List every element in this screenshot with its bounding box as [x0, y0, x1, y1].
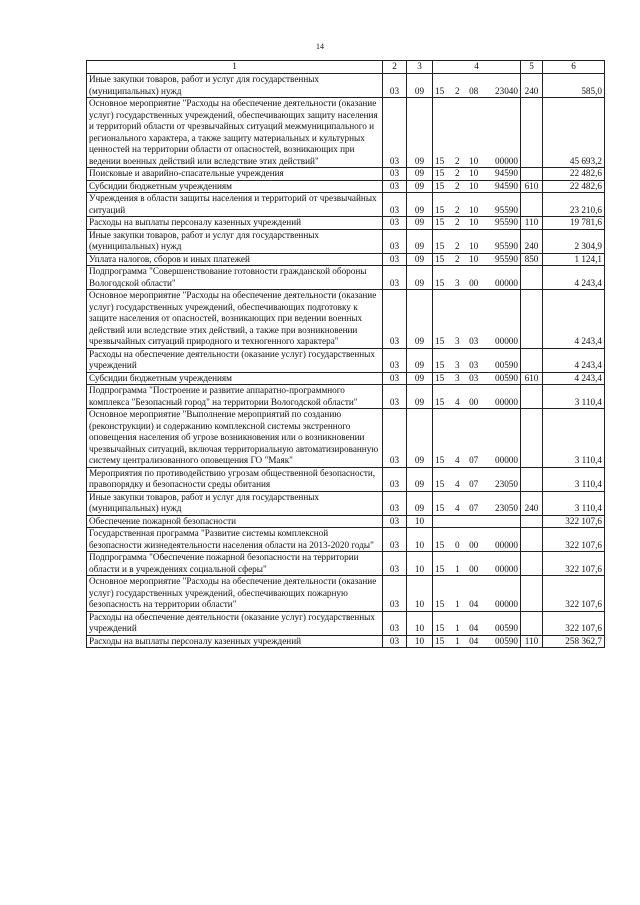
target-code-part: 3	[455, 360, 460, 370]
expense-name: Поисковые и аварийно-спасательные учреждения	[87, 168, 383, 181]
amount: 3 110,4	[543, 385, 605, 409]
subsection-code: 09	[407, 217, 433, 230]
subsection-code: 09	[407, 385, 433, 409]
expense-type-code	[521, 611, 543, 635]
subsection-code: 09	[407, 491, 433, 515]
target-code-part: 15	[435, 599, 445, 609]
expense-name: Иные закупки товаров, работ и услуг для государственных (муниципальных) нужд	[87, 74, 383, 98]
expense-type-code: 110	[521, 635, 543, 648]
target-article-code	[433, 552, 521, 576]
target-code-part: 00000	[495, 563, 518, 574]
target-code-part: 00590	[495, 372, 518, 383]
page-number: 14	[316, 42, 324, 51]
expense-type-code: 110	[521, 217, 543, 230]
amount: 585,0	[543, 74, 605, 98]
target-article-code	[433, 372, 521, 385]
subsection-code: 09	[407, 467, 433, 491]
header-cell-5: 5	[521, 61, 543, 74]
expense-name: Основное мероприятие "Выполнение мероприятий по созданию (реконструкции) и содержанию комплексной системы экстренного оповещения населения об угрозе возникновения или о возникновении чрезвычайных ситуаций, включая территориальную автоматизированную систему централизованного оповещения ГО "Маяк"	[87, 409, 383, 468]
target-code-part: 00	[469, 277, 479, 288]
table-row	[87, 98, 605, 168]
target-code-part: 00590	[495, 623, 518, 633]
table-row	[87, 635, 605, 648]
header-cell-2: 2	[383, 61, 407, 74]
expense-type-code	[521, 348, 543, 372]
target-code-part: 23050	[495, 503, 518, 513]
section-code: 03	[383, 409, 407, 468]
target-code-part: 23040	[495, 85, 518, 96]
expense-name: Мероприятия по противодействию угрозам общественной безопасности, правопорядку и безопасности среды обитания	[87, 467, 383, 491]
amount: 322 107,6	[543, 552, 605, 576]
expense-type-code: 610	[521, 372, 543, 385]
target-code-part: 00000	[495, 539, 518, 550]
target-code-part: 3	[455, 277, 460, 288]
target-code-part: 2	[455, 217, 460, 227]
target-code-part: 15	[435, 336, 445, 346]
expense-name: Расходы на обеспечение деятельности (оказание услуг) государственных учреждений	[87, 348, 383, 372]
table-row	[87, 491, 605, 515]
section-code: 03	[383, 180, 407, 193]
expense-type-code	[521, 528, 543, 552]
target-code-part: 2	[455, 204, 460, 215]
section-code: 03	[383, 491, 407, 515]
amount: 3 110,4	[543, 491, 605, 515]
section-code: 03	[383, 348, 407, 372]
target-code-part: 07	[469, 455, 479, 465]
target-article-code	[433, 290, 521, 349]
section-code: 03	[383, 515, 407, 528]
target-code-part: 2	[455, 155, 460, 166]
header-cell-4: 4	[433, 61, 521, 74]
target-code-part: 15	[435, 85, 445, 96]
subsection-code: 09	[407, 74, 433, 98]
expense-name: Подпрограмма "Построение и развитие аппаратно-программного комплекса "Безопасный город" на территории Вологодской области"	[87, 385, 383, 409]
target-code-part: 95590	[495, 241, 518, 251]
section-code: 03	[383, 372, 407, 385]
target-code-part: 95590	[495, 253, 518, 264]
section-code: 03	[383, 576, 407, 612]
amount: 22 482,6	[543, 168, 605, 181]
table-row	[87, 528, 605, 552]
target-code-part: 2	[455, 85, 460, 96]
target-code-part: 00000	[495, 455, 518, 465]
expense-name: Субсидии бюджетным учреждениям	[87, 372, 383, 385]
amount: 258 362,7	[543, 635, 605, 648]
section-code: 03	[383, 253, 407, 266]
expense-name: Субсидии бюджетным учреждениям	[87, 180, 383, 193]
target-code-part: 04	[469, 599, 479, 609]
target-article-code	[433, 528, 521, 552]
expense-type-code	[521, 290, 543, 349]
target-code-part: 0	[455, 539, 460, 550]
target-code-part: 15	[435, 539, 445, 550]
target-article-code	[433, 515, 521, 528]
section-code: 03	[383, 635, 407, 648]
target-code-part: 00000	[495, 396, 518, 407]
target-code-part: 15	[435, 372, 445, 383]
expense-name: Уплата налогов, сборов и иных платежей	[87, 253, 383, 266]
target-code-part: 10	[469, 155, 479, 166]
expense-name: Расходы на выплаты персоналу казенных учреждений	[87, 217, 383, 230]
target-code-part: 1	[455, 599, 460, 609]
target-code-part: 15	[435, 563, 445, 574]
target-code-part: 07	[469, 503, 479, 513]
target-article-code	[433, 74, 521, 98]
table-row	[87, 409, 605, 468]
amount: 4 243,4	[543, 290, 605, 349]
subsection-code: 09	[407, 409, 433, 468]
table-row	[87, 348, 605, 372]
subsection-code: 09	[407, 266, 433, 290]
subsection-code: 09	[407, 98, 433, 168]
expense-type-code	[521, 98, 543, 168]
target-article-code	[433, 491, 521, 515]
target-code-part: 94590	[495, 180, 518, 191]
table-row	[87, 552, 605, 576]
expense-name: Подпрограмма "Совершенствование готовности гражданской обороны Вологодской области"	[87, 266, 383, 290]
target-code-part: 4	[455, 503, 460, 513]
target-code-part: 04	[469, 635, 479, 646]
subsection-code: 09	[407, 193, 433, 217]
table-row	[87, 217, 605, 230]
target-code-part: 15	[435, 253, 445, 264]
expense-type-code: 240	[521, 74, 543, 98]
table-row	[87, 193, 605, 217]
target-code-part: 15	[435, 204, 445, 215]
expense-type-code	[521, 409, 543, 468]
target-code-part: 00590	[495, 360, 518, 370]
subsection-code: 10	[407, 528, 433, 552]
target-article-code	[433, 576, 521, 612]
section-code: 03	[383, 229, 407, 253]
target-code-part: 10	[469, 180, 479, 191]
target-article-code	[433, 229, 521, 253]
target-code-part: 1	[455, 623, 460, 633]
amount: 1 124,1	[543, 253, 605, 266]
expense-name: Государственная программа "Развитие системы комплексной безопасности жизнедеятельности населения области на 2013-2020 годы"	[87, 528, 383, 552]
expense-name: Основное мероприятие "Расходы на обеспечение деятельности (оказание услуг) государственных учреждений, обеспечивающих подготовку к защите населения от опасностей, возникающих при ведении военных действий или вследствие этих действий, а также при возникновении чрезвычайных ситуаций природного и техногенного характера"	[87, 290, 383, 349]
target-code-part: 3	[455, 336, 460, 346]
amount: 23 210,6	[543, 193, 605, 217]
target-code-part: 15	[435, 623, 445, 633]
table-row	[87, 74, 605, 98]
subsection-code: 09	[407, 180, 433, 193]
target-code-part: 2	[455, 168, 460, 178]
table-row	[87, 515, 605, 528]
expense-type-code	[521, 385, 543, 409]
target-article-code	[433, 385, 521, 409]
target-code-part: 4	[455, 455, 460, 465]
target-article-code	[433, 180, 521, 193]
target-code-part: 15	[435, 503, 445, 513]
table-row	[87, 372, 605, 385]
target-code-part: 15	[435, 635, 445, 646]
target-code-part: 4	[455, 396, 460, 407]
expense-type-code	[521, 467, 543, 491]
expense-name: Расходы на выплаты персоналу казенных учреждений	[87, 635, 383, 648]
expense-type-code: 240	[521, 229, 543, 253]
target-code-part: 2	[455, 180, 460, 191]
target-code-part: 15	[435, 155, 445, 166]
target-code-part: 10	[469, 241, 479, 251]
target-article-code	[433, 266, 521, 290]
section-code: 03	[383, 385, 407, 409]
expense-type-code: 610	[521, 180, 543, 193]
target-article-code	[433, 635, 521, 648]
subsection-code: 10	[407, 576, 433, 612]
target-code-part: 00000	[495, 336, 518, 346]
target-article-code	[433, 467, 521, 491]
amount: 322 107,6	[543, 576, 605, 612]
target-code-part: 00	[469, 396, 479, 407]
section-code: 03	[383, 290, 407, 349]
amount: 322 107,6	[543, 611, 605, 635]
expense-name: Основное мероприятие "Расходы на обеспечение деятельности (оказание услуг) государственных учреждений, обеспечивающих пожарную безопасность на территории области"	[87, 576, 383, 612]
expense-name: Учреждения в области защиты населения и территорий от чрезвычайных ситуаций	[87, 193, 383, 217]
section-code: 03	[383, 217, 407, 230]
expense-type-code	[521, 266, 543, 290]
expense-type-code	[521, 552, 543, 576]
subsection-code: 09	[407, 348, 433, 372]
target-code-part: 04	[469, 623, 479, 633]
amount: 322 107,6	[543, 515, 605, 528]
target-article-code	[433, 253, 521, 266]
expense-name: Иные закупки товаров, работ и услуг для государственных (муниципальных) нужд	[87, 491, 383, 515]
target-code-part: 15	[435, 455, 445, 465]
table-row	[87, 385, 605, 409]
target-code-part: 10	[469, 204, 479, 215]
target-code-part: 00000	[495, 277, 518, 288]
target-code-part: 95590	[495, 204, 518, 215]
amount: 4 243,4	[543, 348, 605, 372]
target-article-code	[433, 193, 521, 217]
target-code-part: 03	[469, 336, 479, 346]
amount: 45 693,2	[543, 98, 605, 168]
expense-name: Обеспечение пожарной безопасности	[87, 515, 383, 528]
target-code-part: 10	[469, 168, 479, 178]
target-code-part: 15	[435, 168, 445, 178]
expense-name: Основное мероприятие "Расходы на обеспечение деятельности (оказание услуг) государственных учреждений, обеспечивающих защиту населения и территорий области от чрезвычайных ситуаций межмуниципального и регионального характера, а также защиту материальных и культурных ценностей на территории области от опасностей, возникающих при ведении военных действий или вследствие этих действий"	[87, 98, 383, 168]
section-code: 03	[383, 98, 407, 168]
target-code-part: 00000	[495, 599, 518, 609]
subsection-code: 09	[407, 372, 433, 385]
expense-name: Подпрограмма "Обеспечение пожарной безопасности на территории области и в учреждениях социальной сферы"	[87, 552, 383, 576]
amount: 2 304,9	[543, 229, 605, 253]
budget-table	[86, 60, 605, 648]
target-code-part: 15	[435, 479, 445, 489]
target-code-part: 15	[435, 241, 445, 251]
subsection-code: 10	[407, 611, 433, 635]
section-code: 03	[383, 193, 407, 217]
table-row	[87, 467, 605, 491]
target-code-part: 1	[455, 635, 460, 646]
target-code-part: 03	[469, 372, 479, 383]
amount: 4 243,4	[543, 266, 605, 290]
table-row	[87, 168, 605, 181]
expense-type-code: 850	[521, 253, 543, 266]
table-row	[87, 229, 605, 253]
amount: 19 781,6	[543, 217, 605, 230]
expense-type-code: 240	[521, 491, 543, 515]
target-article-code	[433, 217, 521, 230]
subsection-code: 09	[407, 290, 433, 349]
target-article-code	[433, 611, 521, 635]
target-article-code	[433, 168, 521, 181]
target-code-part: 00590	[495, 635, 518, 646]
target-code-part: 00	[469, 539, 479, 550]
target-code-part: 15	[435, 217, 445, 227]
target-code-part: 95590	[495, 217, 518, 227]
subsection-code: 10	[407, 552, 433, 576]
target-code-part: 07	[469, 479, 479, 489]
section-code: 03	[383, 74, 407, 98]
target-article-code	[433, 409, 521, 468]
target-code-part: 10	[469, 253, 479, 264]
table-row	[87, 611, 605, 635]
header-cell-3: 3	[407, 61, 433, 74]
table-row	[87, 290, 605, 349]
target-code-part: 00000	[495, 155, 518, 166]
target-code-part: 15	[435, 277, 445, 288]
target-code-part: 15	[435, 360, 445, 370]
table-row	[87, 266, 605, 290]
section-code: 03	[383, 611, 407, 635]
target-code-part: 00	[469, 563, 479, 574]
target-code-part: 2	[455, 241, 460, 251]
target-code-part: 4	[455, 479, 460, 489]
section-code: 03	[383, 168, 407, 181]
section-code: 03	[383, 266, 407, 290]
amount: 4 243,4	[543, 372, 605, 385]
target-code-part: 03	[469, 360, 479, 370]
header-cell-6: 6	[543, 61, 605, 74]
target-code-part: 94590	[495, 168, 518, 178]
amount: 3 110,4	[543, 409, 605, 468]
expense-type-code	[521, 168, 543, 181]
target-code-part: 2	[455, 253, 460, 264]
subsection-code: 09	[407, 168, 433, 181]
target-code-part: 1	[455, 563, 460, 574]
table-row	[87, 180, 605, 193]
table-row	[87, 576, 605, 612]
amount: 3 110,4	[543, 467, 605, 491]
target-article-code	[433, 98, 521, 168]
expense-name: Расходы на обеспечение деятельности (оказание услуг) государственных учреждений	[87, 611, 383, 635]
expense-type-code	[521, 515, 543, 528]
expense-type-code	[521, 576, 543, 612]
target-code-part: 23050	[495, 479, 518, 489]
header-row	[87, 61, 605, 74]
subsection-code: 09	[407, 253, 433, 266]
target-code-part: 10	[469, 217, 479, 227]
target-code-part: 08	[469, 85, 479, 96]
expense-name: Иные закупки товаров, работ и услуг для государственных (муниципальных) нужд	[87, 229, 383, 253]
subsection-code: 10	[407, 635, 433, 648]
subsection-code: 10	[407, 515, 433, 528]
expense-type-code	[521, 193, 543, 217]
target-code-part: 15	[435, 396, 445, 407]
target-code-part: 15	[435, 180, 445, 191]
target-article-code	[433, 348, 521, 372]
section-code: 03	[383, 467, 407, 491]
section-code: 03	[383, 552, 407, 576]
section-code: 03	[383, 528, 407, 552]
table-row	[87, 253, 605, 266]
header-cell-1: 1	[87, 61, 383, 74]
target-code-part: 3	[455, 372, 460, 383]
subsection-code: 09	[407, 229, 433, 253]
amount: 322 107,6	[543, 528, 605, 552]
amount: 22 482,6	[543, 180, 605, 193]
